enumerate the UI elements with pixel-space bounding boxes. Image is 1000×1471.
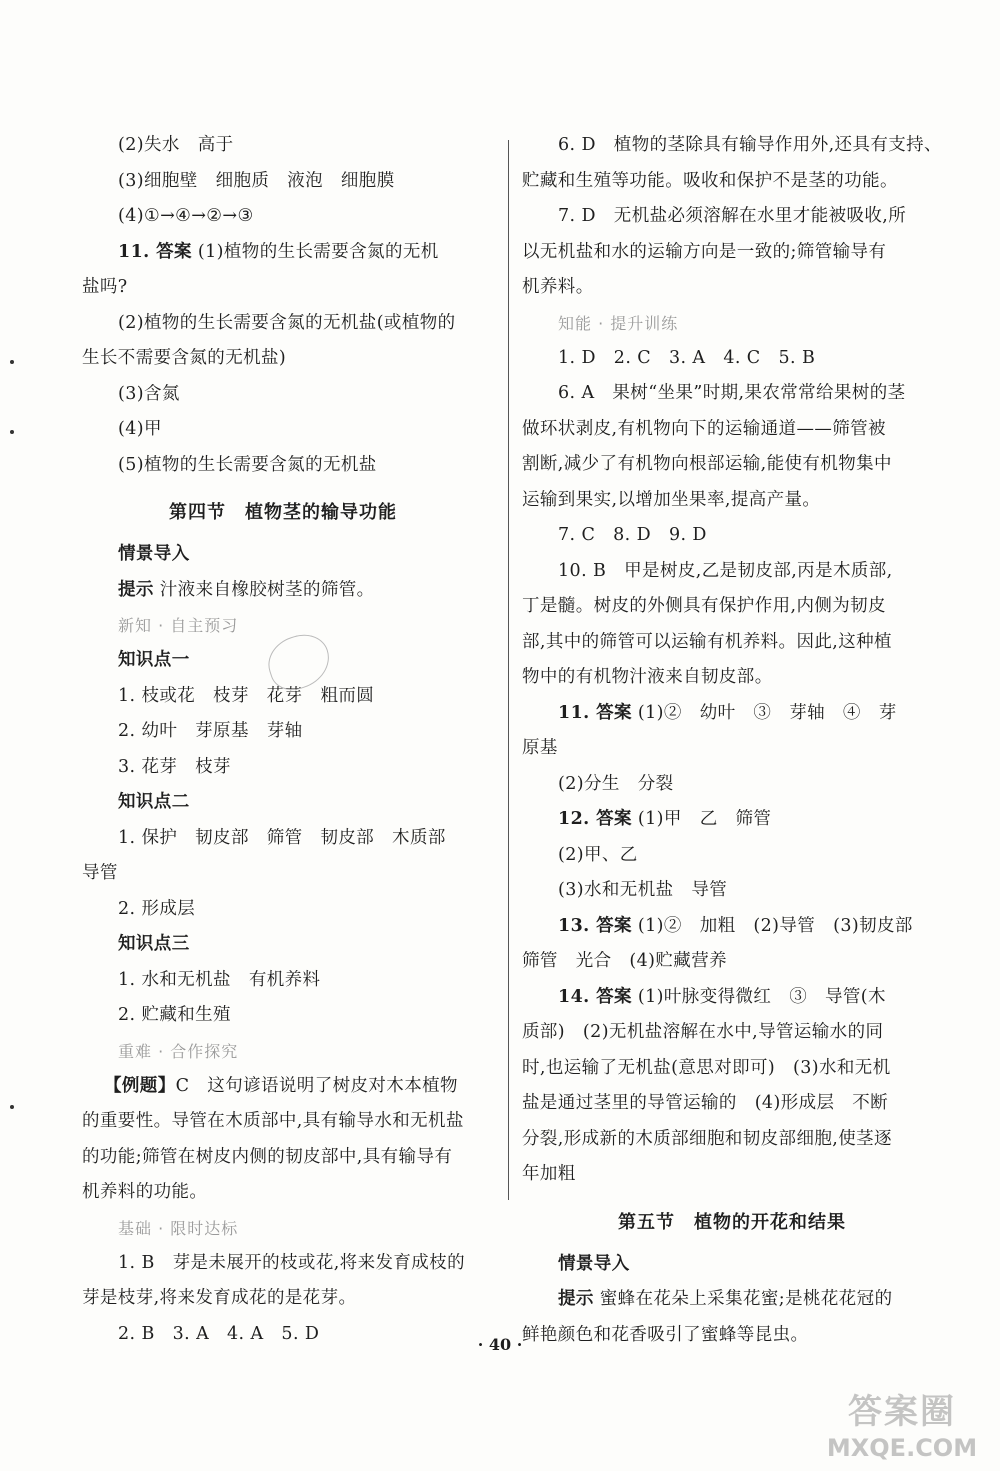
category-label: 重难 · 合作探究: [118, 1041, 239, 1061]
answer-line: 10. B 甲是树皮,乙是韧皮部,丙是木质部,: [558, 560, 893, 581]
subheading: 知识点一: [118, 650, 190, 670]
example-label: 【例题】: [104, 1075, 176, 1096]
category-label: 知能 · 提升训练: [558, 313, 679, 333]
hint-line: 提示 汁液来自橡胶树茎的筛管。: [118, 579, 375, 600]
column-divider: [508, 140, 509, 1200]
question-number: 12. 答案: [558, 809, 632, 829]
answer-line: 1. D 2. C 3. A 4. C 5. B: [558, 347, 816, 368]
section-title: 第五节 植物的开花和结果: [618, 1211, 846, 1233]
answer-line: 2. B 3. A 4. A 5. D: [118, 1323, 320, 1344]
category-label: 新知 · 自主预习: [118, 616, 239, 635]
answer-line: 1. 保护 韧皮部 筛管 韧皮部 木质部: [118, 827, 446, 848]
answer-line: 做环状剥皮,有机物向下的运输通道——筛管被: [522, 418, 886, 439]
answer-line: 丁是髓。树皮的外侧具有保护作用,内侧为韧皮: [522, 596, 886, 616]
answer-line: (4)①→④→②→③: [118, 206, 254, 226]
answer-line: 以无机盐和水的运输方向是一致的;筛管输导有: [522, 241, 887, 262]
answer-line: 2. 形成层: [118, 898, 196, 919]
question-number: 11. 答案: [118, 241, 192, 262]
answer-line: 的重要性。导管在木质部中,具有输导水和无机盐: [82, 1111, 464, 1131]
answer-line: (3)含氮: [118, 383, 180, 404]
section-title: 第四节 植物茎的输导功能: [169, 502, 397, 523]
answer-line: (5)植物的生长需要含氮的无机盐: [118, 454, 377, 475]
answer-line: 7. D 无机盐必须溶解在水里才能被吸收,所: [558, 206, 907, 226]
answer-line: 贮藏和生殖等功能。吸收和保护不是茎的功能。: [522, 170, 898, 191]
answer-line: (2)植物的生长需要含氮的无机盐(或植物的: [118, 312, 456, 333]
watermark-logo: 答案圈 MXQE.COM: [826, 1392, 978, 1462]
answer-line: 割断,减少了有机物向根部运输,能使有机物集中: [522, 454, 892, 474]
subheading: 知识点三: [118, 934, 190, 954]
hint-line: 提示 蜜蜂在花朵上采集花蜜;是桃花花冠的: [558, 1289, 893, 1309]
answer-line: 原基: [522, 738, 558, 758]
answer-line: 7. C 8. D 9. D: [558, 525, 707, 545]
answer-line: 物中的有机物汁液来自韧皮部。: [522, 667, 773, 687]
answer-line: (3)水和无机盐 导管: [558, 880, 728, 900]
margin-mark: [10, 1105, 14, 1109]
answer-line: 质部) (2)无机盐溶解在水中,导管运输水的同: [522, 1022, 884, 1042]
answer-line: (3)细胞壁 细胞质 液泡 细胞膜: [118, 170, 395, 191]
answer-line: 鲜艳颜色和花香吸引了蜜蜂等昆虫。: [522, 1324, 809, 1345]
answer-line: (2)失水 高于: [118, 135, 234, 155]
question-11: 11. 答案 (1)植物的生长需要含氮的无机: [118, 241, 439, 262]
answer-line: 机养料。: [522, 277, 594, 297]
margin-mark: [10, 430, 14, 434]
hint-label: 提示: [118, 579, 154, 600]
answer-line: 盐是通过茎里的导管运输的 (4)形成层 不断: [522, 1093, 889, 1113]
question-13: 13. 答案 (1)② 加粗 (2)导管 (3)韧皮部: [558, 915, 913, 936]
question-number: 14. 答案: [558, 986, 632, 1007]
hint-label: 提示: [558, 1289, 594, 1309]
answer-line: 2. 幼叶 芽原基 芽轴: [118, 721, 303, 741]
answer-line: 1. 水和无机盐 有机养料: [118, 969, 321, 990]
left-column: [82, 128, 484, 1352]
answer-line: 年加粗: [522, 1164, 576, 1184]
answer-line: 1. 枝或花 枝芽 花芽 粗而圆: [118, 685, 375, 706]
subheading: 情景导入: [118, 544, 190, 564]
answer-line: 筛管 光合 (4)贮藏营养: [522, 951, 727, 971]
page-number: · 40 ·: [477, 1335, 523, 1354]
question-12: 12. 答案 (1)甲 乙 筛管: [558, 809, 772, 829]
question-14: 14. 答案 (1)叶脉变得微红 ③ 导管(木: [558, 986, 886, 1007]
answer-line: (2)分生 分裂: [558, 773, 674, 794]
answer-line: 分裂,形成新的木质部细胞和韧皮部细胞,使茎逐: [522, 1128, 892, 1149]
question-11: 11. 答案 (1)② 幼叶 ③ 芽轴 ④ 芽: [558, 702, 897, 723]
question-number: 13. 答案: [558, 915, 632, 936]
answer-line: (4)甲: [118, 419, 162, 439]
subheading: 情景导入: [558, 1253, 630, 1274]
example-line: 【例题】C 这句谚语说明了树皮对木本植物: [104, 1075, 458, 1096]
subheading: 知识点二: [118, 792, 190, 812]
answer-line: 盐吗?: [82, 277, 128, 297]
answer-line: 时,也运输了无机盐(意思对即可) (3)水和无机: [522, 1057, 891, 1078]
question-number: 11. 答案: [558, 702, 632, 723]
answer-line: 芽是枝芽,将来发育成花的是花芽。: [82, 1288, 357, 1308]
answer-line: 导管: [82, 863, 118, 883]
answer-line: 部,其中的筛管可以运输有机养料。因此,这种植: [522, 631, 892, 652]
right-column: [522, 128, 942, 1353]
answer-line: 3. 花芽 枝芽: [118, 756, 231, 777]
category-label: 基础 · 限时达标: [118, 1218, 239, 1238]
answer-line: 6. A 果树“坐果”时期,果农常常给果树的茎: [558, 383, 906, 403]
answer-line: 生长不需要含氮的无机盐): [82, 348, 287, 368]
answer-line: (2)甲、乙: [558, 844, 638, 865]
answer-line: 机养料的功能。: [82, 1182, 208, 1202]
answer-line: 1. B 芽是未展开的枝或花,将来发育成枝的: [118, 1252, 465, 1273]
answer-line: 2. 贮藏和生殖: [118, 1005, 231, 1025]
answer-line: 运输到果实,以增加坐果率,提高产量。: [522, 489, 821, 510]
answer-line: 的功能;筛管在树皮内侧的韧皮部中,具有输导有: [82, 1146, 453, 1167]
margin-mark: [10, 360, 14, 364]
answer-line: 6. D 植物的茎除具有输导作用外,还具有支持、: [558, 135, 942, 155]
